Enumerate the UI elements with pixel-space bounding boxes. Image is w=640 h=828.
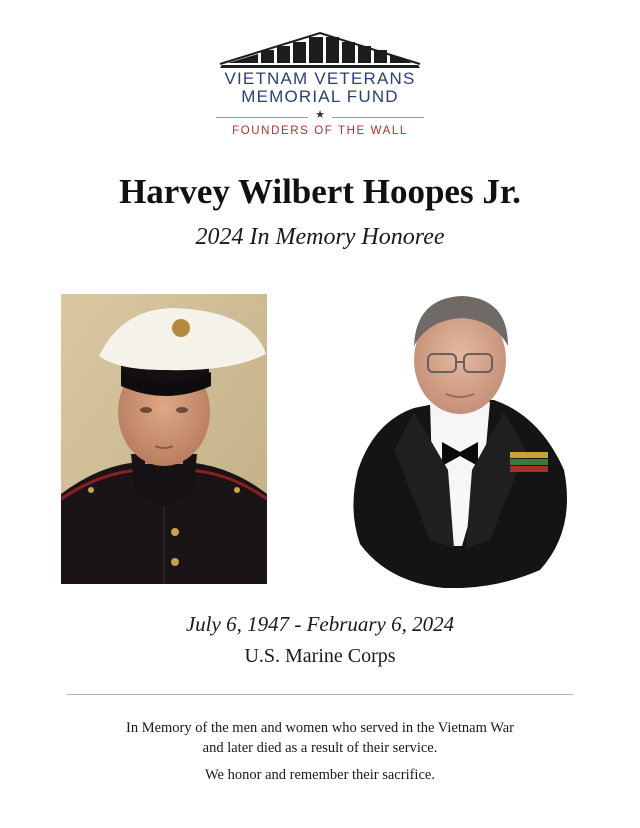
life-dates: July 6, 1947 - February 6, 2024 [185,612,455,636]
logo-org-line-2: MEMORIAL FUND [241,87,399,106]
memory-line-1: In Memory of the men and women who served in the Vietnam War [125,720,515,736]
logo-tagline: FOUNDERS OF THE WALL [232,125,408,137]
memory-statement [0,718,640,758]
photo-honoree-later [344,290,576,588]
logo-star-row [210,110,430,124]
logo-org-line-1: VIETNAM VETERANS [224,69,416,88]
divider [67,694,573,695]
vvmf-logo [210,28,430,148]
service-branch: U.S. Marine Corps [244,645,396,667]
photo-young-marine [61,294,267,584]
honoree-subtitle: 2024 In Memory Honoree [195,224,445,250]
wall-roof-icon [218,28,422,70]
honoree-name: Harvey Wilbert Hoopes Jr. [119,172,521,211]
memory-line-2: and later died as a result of their service. [202,740,438,756]
star-icon: ★ [315,108,325,121]
logo-rule-right [332,117,424,118]
sacrifice-statement: We honor and remember their sacrifice. [205,767,435,783]
